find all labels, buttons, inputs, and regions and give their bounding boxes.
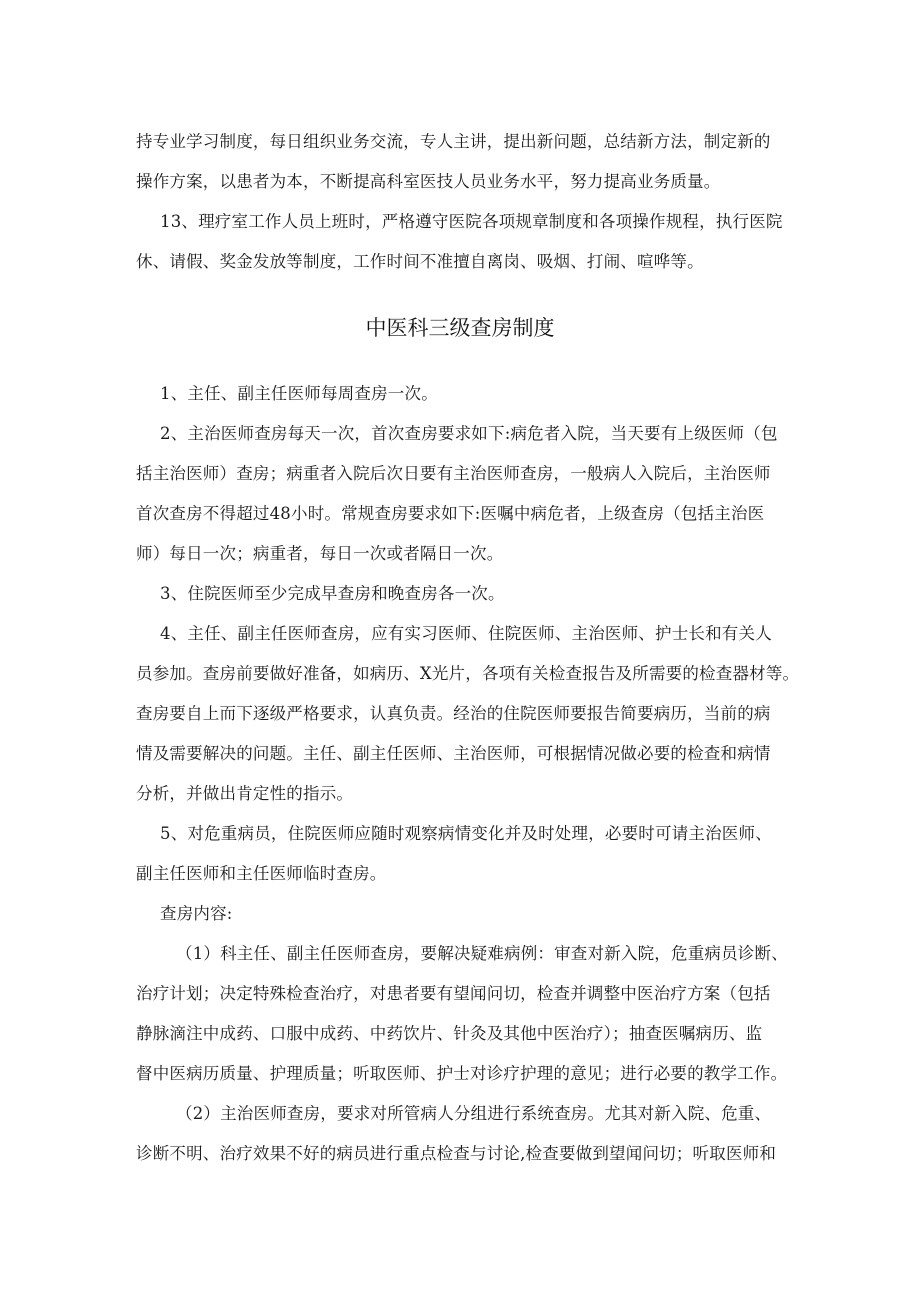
paragraph-line: 查房要自上而下逐级严格要求，认真负责。经治的住院医师要报告简要病历，当前的病 xyxy=(136,704,771,723)
paragraph-line: 督中医病历质量、护理质量；听取医师、护士对诊疗护理的意见；进行必要的教学工作。 xyxy=(136,1064,788,1083)
paragraph-line: 2、主治医师查房每天一次，首次查房要求如下:病危者入院，当天要有上级医师（包 xyxy=(160,424,778,443)
section-heading-line: 查房内容: xyxy=(160,904,233,923)
paragraph-line: 治疗计划；决定特殊检查治疗，对患者要有望闻问切，检查并调整中医治疗方案（包括 xyxy=(136,984,771,1003)
paragraph-line: 首次查房不得超过48小时。常规查房要求如下:医嘱中病危者，上级查房（包括主治医 xyxy=(136,504,765,523)
paragraph-line: 5、对危重病员，住院医师应随时观察病情变化并及时处理，必要时可请主治医师、 xyxy=(160,824,772,843)
paragraph-line: （2）主治医师查房，要求对所管病人分组进行系统查房。尤其对新入院、危重、 xyxy=(176,1104,772,1123)
paragraph-line: 3、住院医师至少完成早查房和晚查房各一次。 xyxy=(160,584,505,603)
paragraph-line: 诊断不明、治疗效果不好的病员进行重点检查与讨论,检查要做到望闻问切；听取医师和 xyxy=(136,1144,777,1163)
paragraph-line: 分析，并做出肯定性的指示。 xyxy=(136,784,354,803)
paragraph-line: 员参加。查房前要做好准备，如病历、X光片，各项有关检查报告及所需要的检查器材等。 xyxy=(136,664,800,683)
paragraph-line: 静脉滴注中成药、口服中成药、中药饮片、针灸及其他中医治疗）；抽查医嘱病历、监 xyxy=(136,1024,763,1043)
paragraph-line: 括主治医师）查房；病重者入院后次日要有主治医师查房，一般病人入院后，主治医师 xyxy=(136,464,771,483)
prev-section-line-4: 休、请假、奖金发放等制度，工作时间不准擅自离岗、吸烟、打闹、喧哗等。 xyxy=(136,252,704,271)
paragraph-line: 4、主任、副主任医师查房，应有实习医师、住院医师、主治医师、护士长和有关人 xyxy=(160,624,772,643)
page-title: 中医科三级查房制度 xyxy=(365,316,555,340)
paragraph-line: 副主任医师和主任医师临时查房。 xyxy=(136,864,387,883)
prev-section-line-3: 13、理疗室工作人员上班时，严格遵守医院各项规章制度和各项操作规程，执行医院 xyxy=(160,212,783,231)
paragraph-line: 师）每日一次；病重者，每日一次或者隔日一次。 xyxy=(136,544,504,563)
paragraph-line: 情及需要解决的问题。主任、副主任医师、主治医师，可根据情况做必要的检查和病情 xyxy=(136,744,771,763)
prev-section-line-2: 操作方案，以患者为本，不断提高科室医技人员业务水平，努力提高业务质量。 xyxy=(136,172,721,191)
paragraph-line: 1、主任、副主任医师每周查房一次。 xyxy=(160,384,438,403)
prev-section-line-1: 持专业学习制度，每日组织业务交流，专人主讲，提出新问题，总结新方法，制定新的 xyxy=(136,132,771,151)
paragraph-line: （1）科主任、副主任医师查房，要解决疑难病例：审查对新入院，危重病员诊断、 xyxy=(176,944,788,963)
